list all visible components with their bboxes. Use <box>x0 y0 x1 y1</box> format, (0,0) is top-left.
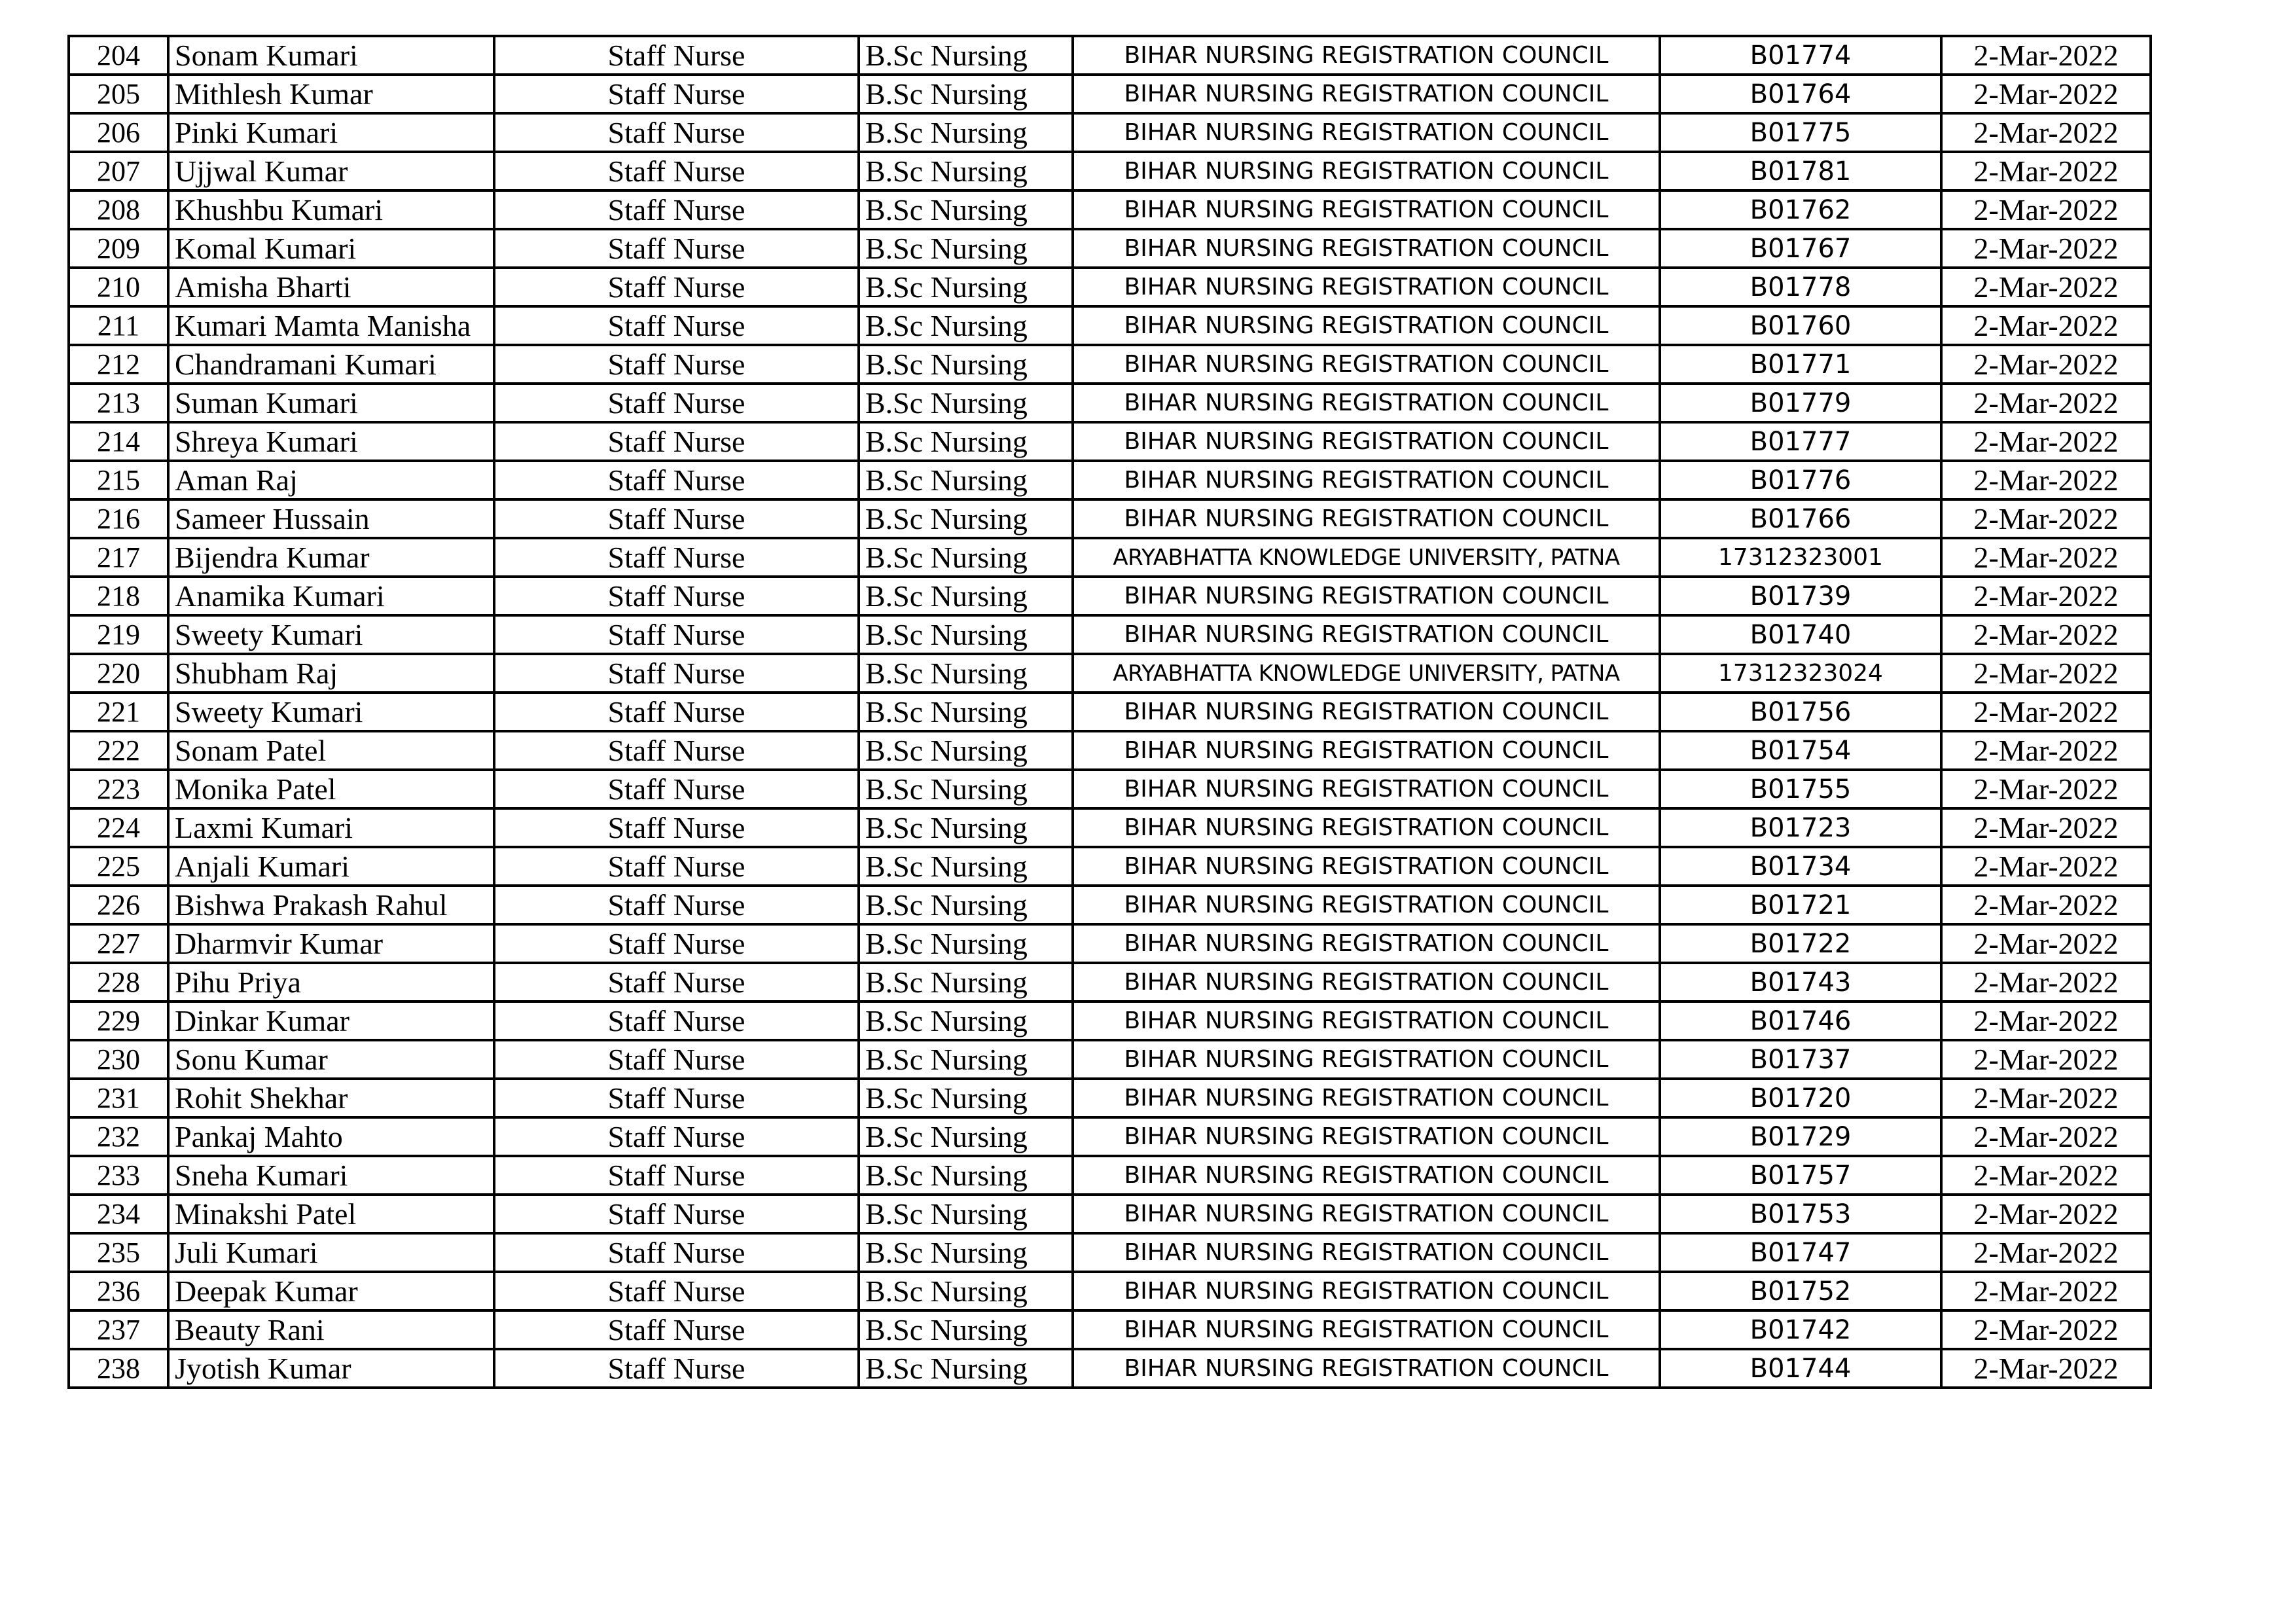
qualification-cell: B.Sc Nursing <box>859 229 1073 268</box>
registration-number-cell: B01778 <box>1660 268 1941 306</box>
registration-number-cell: B01721 <box>1660 886 1941 924</box>
table-row <box>69 1195 2151 1233</box>
post-cell: Staff Nurse <box>494 1233 859 1272</box>
qualification-cell: B.Sc Nursing <box>859 1001 1073 1040</box>
serial-number-cell: 227 <box>69 924 168 963</box>
post-cell: Staff Nurse <box>494 847 859 886</box>
serial-number-cell: 217 <box>69 538 168 577</box>
date-cell: 2-Mar-2022 <box>1941 113 2151 152</box>
registration-number-cell: B01767 <box>1660 229 1941 268</box>
table-row <box>69 268 2151 306</box>
serial-number-cell: 222 <box>69 731 168 770</box>
date-cell: 2-Mar-2022 <box>1941 384 2151 422</box>
table-row <box>69 963 2151 1001</box>
post-cell: Staff Nurse <box>494 306 859 345</box>
name-cell: Sameer Hussain <box>168 499 494 538</box>
date-cell: 2-Mar-2022 <box>1941 1272 2151 1310</box>
table-row <box>69 152 2151 190</box>
serial-number-cell: 218 <box>69 577 168 615</box>
serial-number-cell: 204 <box>69 36 168 75</box>
qualification-cell: B.Sc Nursing <box>859 1117 1073 1156</box>
serial-number-cell: 214 <box>69 422 168 461</box>
date-cell: 2-Mar-2022 <box>1941 306 2151 345</box>
table-row <box>69 306 2151 345</box>
registration-number-cell: B01722 <box>1660 924 1941 963</box>
date-cell: 2-Mar-2022 <box>1941 538 2151 577</box>
name-cell: Shubham Raj <box>168 654 494 693</box>
post-cell: Staff Nurse <box>494 963 859 1001</box>
post-cell: Staff Nurse <box>494 1117 859 1156</box>
name-cell: Sweety Kumari <box>168 615 494 654</box>
registration-number-cell: B01744 <box>1660 1349 1941 1388</box>
qualification-cell: B.Sc Nursing <box>859 499 1073 538</box>
qualification-cell: B.Sc Nursing <box>859 847 1073 886</box>
council-cell: ARYABHATTA KNOWLEDGE UNIVERSITY, PATNA <box>1073 538 1660 577</box>
table-row <box>69 577 2151 615</box>
post-cell: Staff Nurse <box>494 886 859 924</box>
council-cell: BIHAR NURSING REGISTRATION COUNCIL <box>1073 1310 1660 1349</box>
council-cell: BIHAR NURSING REGISTRATION COUNCIL <box>1073 1117 1660 1156</box>
council-cell: BIHAR NURSING REGISTRATION COUNCIL <box>1073 36 1660 75</box>
qualification-cell: B.Sc Nursing <box>859 577 1073 615</box>
registration-number-cell: B01752 <box>1660 1272 1941 1310</box>
qualification-cell: B.Sc Nursing <box>859 190 1073 229</box>
qualification-cell: B.Sc Nursing <box>859 152 1073 190</box>
date-cell: 2-Mar-2022 <box>1941 924 2151 963</box>
name-cell: Anamika Kumari <box>168 577 494 615</box>
date-cell: 2-Mar-2022 <box>1941 229 2151 268</box>
council-cell: BIHAR NURSING REGISTRATION COUNCIL <box>1073 770 1660 808</box>
serial-number-cell: 223 <box>69 770 168 808</box>
qualification-cell: B.Sc Nursing <box>859 113 1073 152</box>
qualification-cell: B.Sc Nursing <box>859 615 1073 654</box>
table-row <box>69 654 2151 693</box>
date-cell: 2-Mar-2022 <box>1941 1040 2151 1079</box>
registration-number-cell: B01720 <box>1660 1079 1941 1117</box>
table-row <box>69 924 2151 963</box>
date-cell: 2-Mar-2022 <box>1941 847 2151 886</box>
council-cell: BIHAR NURSING REGISTRATION COUNCIL <box>1073 886 1660 924</box>
table-row <box>69 1349 2151 1388</box>
council-cell: BIHAR NURSING REGISTRATION COUNCIL <box>1073 113 1660 152</box>
registration-number-cell: 17312323001 <box>1660 538 1941 577</box>
council-cell: BIHAR NURSING REGISTRATION COUNCIL <box>1073 1001 1660 1040</box>
registration-number-cell: B01777 <box>1660 422 1941 461</box>
date-cell: 2-Mar-2022 <box>1941 499 2151 538</box>
council-cell: BIHAR NURSING REGISTRATION COUNCIL <box>1073 1156 1660 1195</box>
qualification-cell: B.Sc Nursing <box>859 731 1073 770</box>
registration-number-cell: B01756 <box>1660 693 1941 731</box>
registration-number-cell: B01764 <box>1660 75 1941 113</box>
post-cell: Staff Nurse <box>494 1195 859 1233</box>
post-cell: Staff Nurse <box>494 1079 859 1117</box>
table-row <box>69 847 2151 886</box>
name-cell: Monika Patel <box>168 770 494 808</box>
date-cell: 2-Mar-2022 <box>1941 345 2151 384</box>
post-cell: Staff Nurse <box>494 384 859 422</box>
post-cell: Staff Nurse <box>494 1310 859 1349</box>
serial-number-cell: 237 <box>69 1310 168 1349</box>
post-cell: Staff Nurse <box>494 577 859 615</box>
qualification-cell: B.Sc Nursing <box>859 538 1073 577</box>
name-cell: Mithlesh Kumar <box>168 75 494 113</box>
council-cell: BIHAR NURSING REGISTRATION COUNCIL <box>1073 1079 1660 1117</box>
qualification-cell: B.Sc Nursing <box>859 654 1073 693</box>
serial-number-cell: 238 <box>69 1349 168 1388</box>
council-cell: BIHAR NURSING REGISTRATION COUNCIL <box>1073 963 1660 1001</box>
date-cell: 2-Mar-2022 <box>1941 886 2151 924</box>
council-cell: BIHAR NURSING REGISTRATION COUNCIL <box>1073 461 1660 499</box>
date-cell: 2-Mar-2022 <box>1941 1079 2151 1117</box>
name-cell: Bijendra Kumar <box>168 538 494 577</box>
date-cell: 2-Mar-2022 <box>1941 693 2151 731</box>
registration-number-cell: B01755 <box>1660 770 1941 808</box>
table-row <box>69 345 2151 384</box>
serial-number-cell: 234 <box>69 1195 168 1233</box>
serial-number-cell: 210 <box>69 268 168 306</box>
name-cell: Rohit Shekhar <box>168 1079 494 1117</box>
registration-number-cell: B01757 <box>1660 1156 1941 1195</box>
name-cell: Pankaj Mahto <box>168 1117 494 1156</box>
post-cell: Staff Nurse <box>494 731 859 770</box>
registration-number-cell: B01740 <box>1660 615 1941 654</box>
table-row <box>69 1040 2151 1079</box>
qualification-cell: B.Sc Nursing <box>859 422 1073 461</box>
qualification-cell: B.Sc Nursing <box>859 963 1073 1001</box>
name-cell: Sweety Kumari <box>168 693 494 731</box>
serial-number-cell: 231 <box>69 1079 168 1117</box>
serial-number-cell: 235 <box>69 1233 168 1272</box>
name-cell: Juli Kumari <box>168 1233 494 1272</box>
table-row <box>69 886 2151 924</box>
registration-number-cell: B01734 <box>1660 847 1941 886</box>
date-cell: 2-Mar-2022 <box>1941 461 2151 499</box>
post-cell: Staff Nurse <box>494 499 859 538</box>
registration-number-cell: B01753 <box>1660 1195 1941 1233</box>
table-row <box>69 1310 2151 1349</box>
post-cell: Staff Nurse <box>494 229 859 268</box>
name-cell: Chandramani Kumari <box>168 345 494 384</box>
council-cell: BIHAR NURSING REGISTRATION COUNCIL <box>1073 615 1660 654</box>
council-cell: BIHAR NURSING REGISTRATION COUNCIL <box>1073 1349 1660 1388</box>
date-cell: 2-Mar-2022 <box>1941 190 2151 229</box>
council-cell: BIHAR NURSING REGISTRATION COUNCIL <box>1073 731 1660 770</box>
council-cell: BIHAR NURSING REGISTRATION COUNCIL <box>1073 422 1660 461</box>
table-body <box>69 36 2151 1388</box>
staff-nurse-table <box>67 35 2152 1389</box>
name-cell: Aman Raj <box>168 461 494 499</box>
registration-number-cell: B01760 <box>1660 306 1941 345</box>
registration-number-cell: B01779 <box>1660 384 1941 422</box>
serial-number-cell: 215 <box>69 461 168 499</box>
council-cell: BIHAR NURSING REGISTRATION COUNCIL <box>1073 1195 1660 1233</box>
council-cell: BIHAR NURSING REGISTRATION COUNCIL <box>1073 268 1660 306</box>
serial-number-cell: 213 <box>69 384 168 422</box>
registration-number-cell: 17312323024 <box>1660 654 1941 693</box>
qualification-cell: B.Sc Nursing <box>859 924 1073 963</box>
table-row <box>69 538 2151 577</box>
qualification-cell: B.Sc Nursing <box>859 1310 1073 1349</box>
council-cell: BIHAR NURSING REGISTRATION COUNCIL <box>1073 499 1660 538</box>
table-row <box>69 731 2151 770</box>
registration-number-cell: B01739 <box>1660 577 1941 615</box>
table-row <box>69 1001 2151 1040</box>
name-cell: Suman Kumari <box>168 384 494 422</box>
name-cell: Minakshi Patel <box>168 1195 494 1233</box>
date-cell: 2-Mar-2022 <box>1941 654 2151 693</box>
name-cell: Jyotish Kumar <box>168 1349 494 1388</box>
date-cell: 2-Mar-2022 <box>1941 422 2151 461</box>
date-cell: 2-Mar-2022 <box>1941 152 2151 190</box>
name-cell: Kumari Mamta Manisha <box>168 306 494 345</box>
serial-number-cell: 206 <box>69 113 168 152</box>
name-cell: Ujjwal Kumar <box>168 152 494 190</box>
date-cell: 2-Mar-2022 <box>1941 1195 2151 1233</box>
date-cell: 2-Mar-2022 <box>1941 1117 2151 1156</box>
qualification-cell: B.Sc Nursing <box>859 36 1073 75</box>
date-cell: 2-Mar-2022 <box>1941 75 2151 113</box>
serial-number-cell: 224 <box>69 808 168 847</box>
registration-number-cell: B01747 <box>1660 1233 1941 1272</box>
post-cell: Staff Nurse <box>494 1349 859 1388</box>
table-row <box>69 615 2151 654</box>
qualification-cell: B.Sc Nursing <box>859 693 1073 731</box>
date-cell: 2-Mar-2022 <box>1941 577 2151 615</box>
council-cell: BIHAR NURSING REGISTRATION COUNCIL <box>1073 847 1660 886</box>
table-row <box>69 1272 2151 1310</box>
serial-number-cell: 232 <box>69 1117 168 1156</box>
qualification-cell: B.Sc Nursing <box>859 886 1073 924</box>
name-cell: Pinki Kumari <box>168 113 494 152</box>
serial-number-cell: 233 <box>69 1156 168 1195</box>
qualification-cell: B.Sc Nursing <box>859 1156 1073 1195</box>
post-cell: Staff Nurse <box>494 808 859 847</box>
serial-number-cell: 229 <box>69 1001 168 1040</box>
date-cell: 2-Mar-2022 <box>1941 268 2151 306</box>
registration-number-cell: B01742 <box>1660 1310 1941 1349</box>
name-cell: Dharmvir Kumar <box>168 924 494 963</box>
post-cell: Staff Nurse <box>494 190 859 229</box>
post-cell: Staff Nurse <box>494 152 859 190</box>
table-row <box>69 693 2151 731</box>
qualification-cell: B.Sc Nursing <box>859 1272 1073 1310</box>
qualification-cell: B.Sc Nursing <box>859 808 1073 847</box>
qualification-cell: B.Sc Nursing <box>859 1040 1073 1079</box>
qualification-cell: B.Sc Nursing <box>859 384 1073 422</box>
qualification-cell: B.Sc Nursing <box>859 268 1073 306</box>
registration-number-cell: B01781 <box>1660 152 1941 190</box>
table-row <box>69 1233 2151 1272</box>
registration-number-cell: B01771 <box>1660 345 1941 384</box>
name-cell: Sonam Patel <box>168 731 494 770</box>
table-row <box>69 1117 2151 1156</box>
qualification-cell: B.Sc Nursing <box>859 1195 1073 1233</box>
council-cell: BIHAR NURSING REGISTRATION COUNCIL <box>1073 1233 1660 1272</box>
name-cell: Laxmi Kumari <box>168 808 494 847</box>
serial-number-cell: 209 <box>69 229 168 268</box>
registration-number-cell: B01774 <box>1660 36 1941 75</box>
serial-number-cell: 219 <box>69 615 168 654</box>
document-sheet <box>67 35 2152 1389</box>
council-cell: BIHAR NURSING REGISTRATION COUNCIL <box>1073 1040 1660 1079</box>
serial-number-cell: 207 <box>69 152 168 190</box>
serial-number-cell: 205 <box>69 75 168 113</box>
date-cell: 2-Mar-2022 <box>1941 731 2151 770</box>
council-cell: BIHAR NURSING REGISTRATION COUNCIL <box>1073 229 1660 268</box>
registration-number-cell: B01737 <box>1660 1040 1941 1079</box>
council-cell: BIHAR NURSING REGISTRATION COUNCIL <box>1073 306 1660 345</box>
post-cell: Staff Nurse <box>494 422 859 461</box>
post-cell: Staff Nurse <box>494 615 859 654</box>
name-cell: Beauty Rani <box>168 1310 494 1349</box>
serial-number-cell: 216 <box>69 499 168 538</box>
qualification-cell: B.Sc Nursing <box>859 345 1073 384</box>
council-cell: ARYABHATTA KNOWLEDGE UNIVERSITY, PATNA <box>1073 654 1660 693</box>
qualification-cell: B.Sc Nursing <box>859 1349 1073 1388</box>
date-cell: 2-Mar-2022 <box>1941 1001 2151 1040</box>
serial-number-cell: 208 <box>69 190 168 229</box>
serial-number-cell: 211 <box>69 306 168 345</box>
post-cell: Staff Nurse <box>494 654 859 693</box>
registration-number-cell: B01743 <box>1660 963 1941 1001</box>
registration-number-cell: B01776 <box>1660 461 1941 499</box>
qualification-cell: B.Sc Nursing <box>859 461 1073 499</box>
council-cell: BIHAR NURSING REGISTRATION COUNCIL <box>1073 75 1660 113</box>
post-cell: Staff Nurse <box>494 1156 859 1195</box>
date-cell: 2-Mar-2022 <box>1941 1233 2151 1272</box>
registration-number-cell: B01729 <box>1660 1117 1941 1156</box>
table-row <box>69 808 2151 847</box>
table-row <box>69 190 2151 229</box>
serial-number-cell: 225 <box>69 847 168 886</box>
table-row <box>69 422 2151 461</box>
name-cell: Anjali Kumari <box>168 847 494 886</box>
date-cell: 2-Mar-2022 <box>1941 1156 2151 1195</box>
post-cell: Staff Nurse <box>494 1040 859 1079</box>
table-row <box>69 113 2151 152</box>
table-row <box>69 499 2151 538</box>
table-row <box>69 770 2151 808</box>
table-row <box>69 1156 2151 1195</box>
date-cell: 2-Mar-2022 <box>1941 1349 2151 1388</box>
table-row <box>69 384 2151 422</box>
council-cell: BIHAR NURSING REGISTRATION COUNCIL <box>1073 345 1660 384</box>
table-row <box>69 36 2151 75</box>
serial-number-cell: 212 <box>69 345 168 384</box>
name-cell: Komal Kumari <box>168 229 494 268</box>
date-cell: 2-Mar-2022 <box>1941 615 2151 654</box>
council-cell: BIHAR NURSING REGISTRATION COUNCIL <box>1073 693 1660 731</box>
serial-number-cell: 236 <box>69 1272 168 1310</box>
registration-number-cell: B01766 <box>1660 499 1941 538</box>
registration-number-cell: B01775 <box>1660 113 1941 152</box>
post-cell: Staff Nurse <box>494 693 859 731</box>
serial-number-cell: 221 <box>69 693 168 731</box>
table-row <box>69 461 2151 499</box>
registration-number-cell: B01754 <box>1660 731 1941 770</box>
name-cell: Dinkar Kumar <box>168 1001 494 1040</box>
council-cell: BIHAR NURSING REGISTRATION COUNCIL <box>1073 190 1660 229</box>
qualification-cell: B.Sc Nursing <box>859 1233 1073 1272</box>
name-cell: Sonu Kumar <box>168 1040 494 1079</box>
council-cell: BIHAR NURSING REGISTRATION COUNCIL <box>1073 924 1660 963</box>
post-cell: Staff Nurse <box>494 113 859 152</box>
date-cell: 2-Mar-2022 <box>1941 1310 2151 1349</box>
post-cell: Staff Nurse <box>494 345 859 384</box>
registration-number-cell: B01746 <box>1660 1001 1941 1040</box>
date-cell: 2-Mar-2022 <box>1941 808 2151 847</box>
serial-number-cell: 228 <box>69 963 168 1001</box>
qualification-cell: B.Sc Nursing <box>859 75 1073 113</box>
serial-number-cell: 220 <box>69 654 168 693</box>
date-cell: 2-Mar-2022 <box>1941 963 2151 1001</box>
post-cell: Staff Nurse <box>494 1272 859 1310</box>
council-cell: BIHAR NURSING REGISTRATION COUNCIL <box>1073 1272 1660 1310</box>
table-row <box>69 75 2151 113</box>
name-cell: Shreya Kumari <box>168 422 494 461</box>
name-cell: Amisha Bharti <box>168 268 494 306</box>
name-cell: Bishwa Prakash Rahul <box>168 886 494 924</box>
post-cell: Staff Nurse <box>494 770 859 808</box>
registration-number-cell: B01762 <box>1660 190 1941 229</box>
name-cell: Khushbu Kumari <box>168 190 494 229</box>
qualification-cell: B.Sc Nursing <box>859 306 1073 345</box>
post-cell: Staff Nurse <box>494 461 859 499</box>
name-cell: Deepak Kumar <box>168 1272 494 1310</box>
post-cell: Staff Nurse <box>494 1001 859 1040</box>
date-cell: 2-Mar-2022 <box>1941 770 2151 808</box>
council-cell: BIHAR NURSING REGISTRATION COUNCIL <box>1073 577 1660 615</box>
qualification-cell: B.Sc Nursing <box>859 1079 1073 1117</box>
table-row <box>69 229 2151 268</box>
council-cell: BIHAR NURSING REGISTRATION COUNCIL <box>1073 384 1660 422</box>
table-row <box>69 1079 2151 1117</box>
council-cell: BIHAR NURSING REGISTRATION COUNCIL <box>1073 808 1660 847</box>
name-cell: Sonam Kumari <box>168 36 494 75</box>
council-cell: BIHAR NURSING REGISTRATION COUNCIL <box>1073 152 1660 190</box>
post-cell: Staff Nurse <box>494 36 859 75</box>
post-cell: Staff Nurse <box>494 268 859 306</box>
serial-number-cell: 226 <box>69 886 168 924</box>
name-cell: Sneha Kumari <box>168 1156 494 1195</box>
name-cell: Pihu Priya <box>168 963 494 1001</box>
registration-number-cell: B01723 <box>1660 808 1941 847</box>
post-cell: Staff Nurse <box>494 538 859 577</box>
date-cell: 2-Mar-2022 <box>1941 36 2151 75</box>
qualification-cell: B.Sc Nursing <box>859 770 1073 808</box>
post-cell: Staff Nurse <box>494 75 859 113</box>
serial-number-cell: 230 <box>69 1040 168 1079</box>
post-cell: Staff Nurse <box>494 924 859 963</box>
